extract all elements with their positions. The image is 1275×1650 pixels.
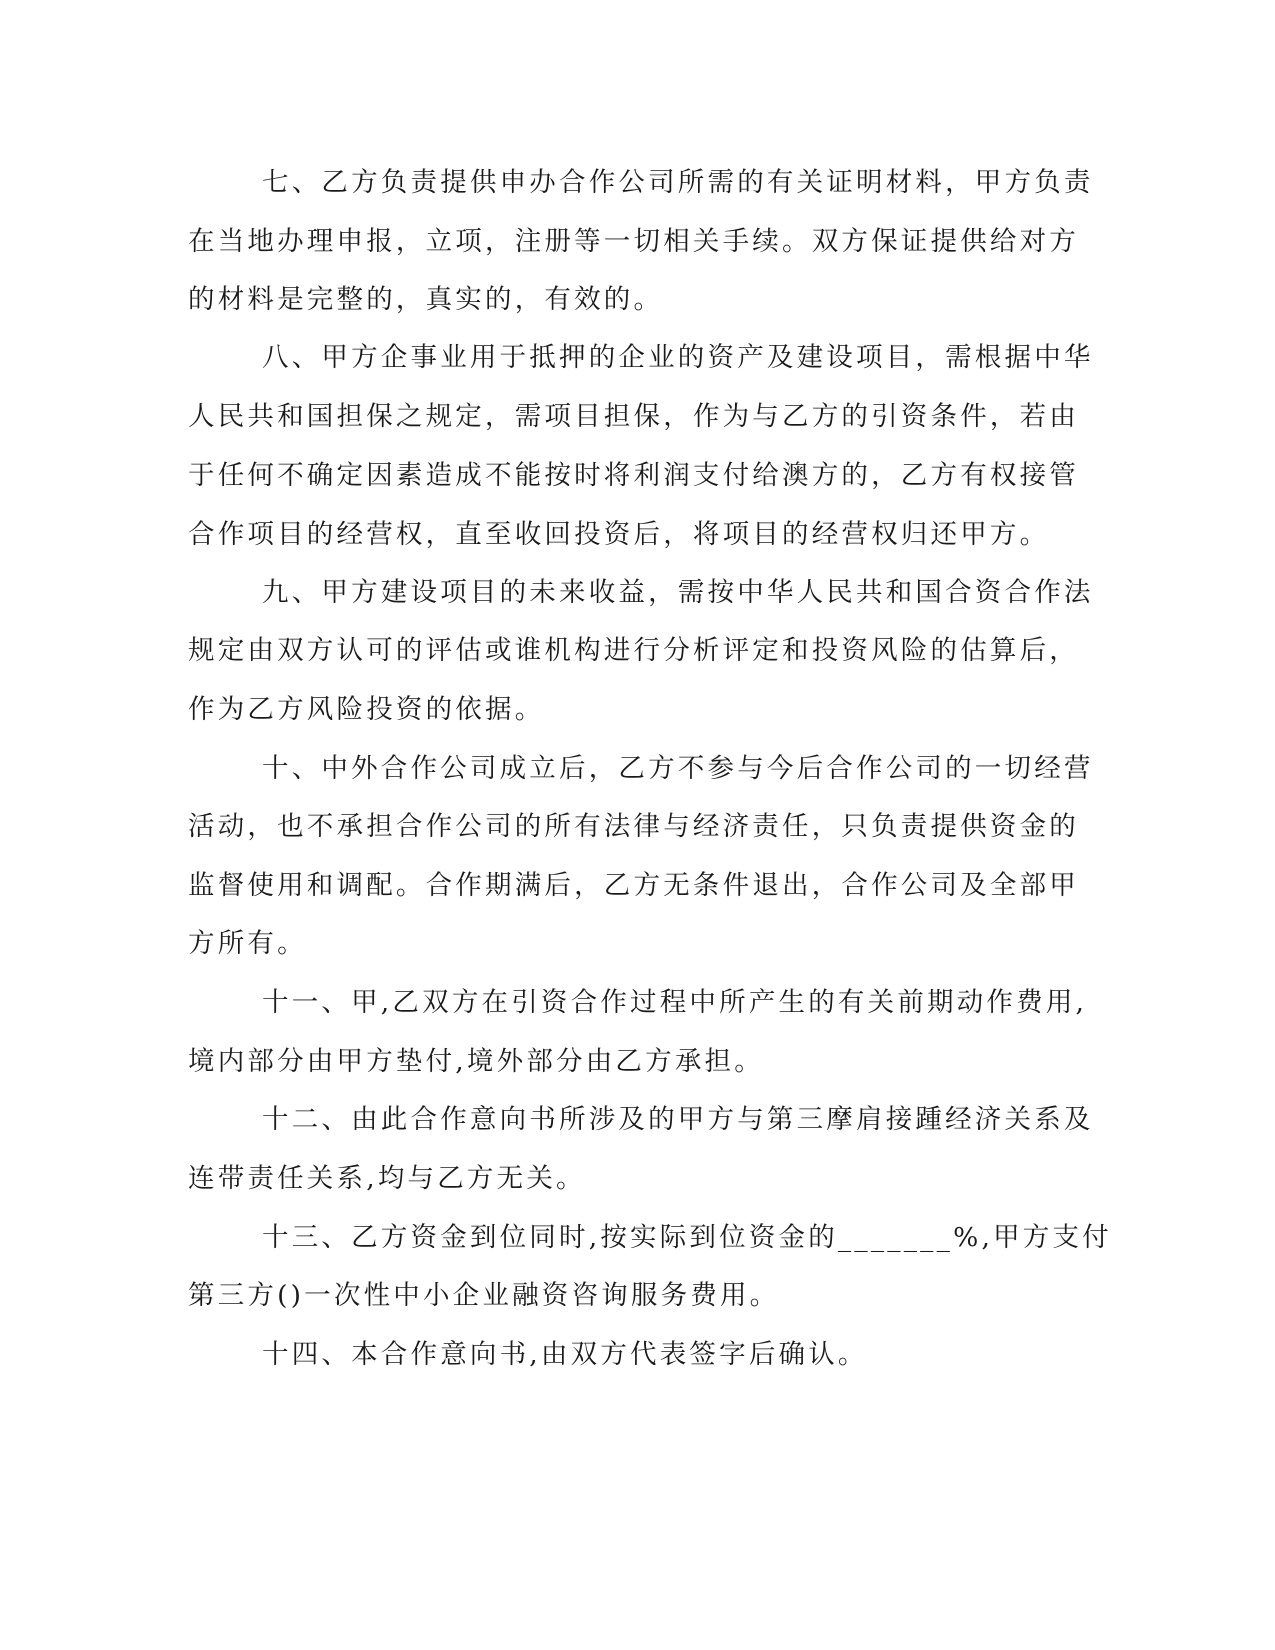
clause-11-line-1: 十一、甲,乙双方在引资合作过程中所产生的有关前期动作费用,: [262, 987, 1088, 1018]
clause-10-line-3: 监督使用和调配。合作期满后，乙方无条件退出，合作公司及全部甲: [188, 870, 1079, 901]
clause-7-line-1: 七、乙方负责提供申办合作公司所需的有关证明材料，甲方负责: [262, 167, 1094, 198]
clause-12-line-2: 连带责任关系,均与乙方无关。: [188, 1163, 586, 1194]
clause-8-line-3: 于任何不确定因素造成不能按时将利润支付给澳方的，乙方有权接管: [188, 460, 1079, 491]
clause-10-line-2: 活动，也不承担合作公司的所有法律与经济责任，只负责提供资金的: [188, 811, 1079, 842]
clause-8-line-1: 八、甲方企事业用于抵押的企业的资产及建设项目，需根据中华: [262, 342, 1094, 373]
clause-11-line-2: 境内部分由甲方垫付,境外部分由乙方承担。: [188, 1046, 764, 1077]
clause-12-line-1: 十二、由此合作意向书所涉及的甲方与第三摩肩接踵经济关系及: [262, 1104, 1094, 1135]
clause-7-line-2: 在当地办理申报，立项，注册等一切相关手续。双方保证提供给对方: [188, 226, 1079, 257]
clause-14-line-1: 十四、本合作意向书,由双方代表签字后确认。: [262, 1339, 868, 1370]
clause-13-line-1: 十三、乙方资金到位同时,按实际到位资金的_______%,甲方支付: [262, 1222, 1112, 1253]
clause-8-line-4: 合作项目的经营权，直至收回投资后，将项目的经营权归还甲方。: [188, 519, 1050, 550]
clause-10-line-1: 十、中外合作公司成立后，乙方不参与今后合作公司的一切经营: [262, 753, 1094, 784]
clause-9-line-3: 作为乙方风险投资的依据。: [188, 694, 545, 725]
clause-9-line-2: 规定由双方认可的评估或谁机构进行分析评定和投资风险的估算后，: [188, 635, 1079, 666]
clause-10-line-4: 方所有。: [188, 928, 307, 959]
clause-7-line-3: 的材料是完整的，真实的，有效的。: [188, 284, 664, 315]
clause-9-line-1: 九、甲方建设项目的未来收益，需按中华人民共和国合资合作法: [262, 577, 1094, 608]
clause-13-line-2: 第三方()一次性中小企业融资咨询服务费用。: [188, 1280, 780, 1311]
clause-8-line-2: 人民共和国担保之规定，需项目担保，作为与乙方的引资条件，若由: [188, 401, 1079, 432]
